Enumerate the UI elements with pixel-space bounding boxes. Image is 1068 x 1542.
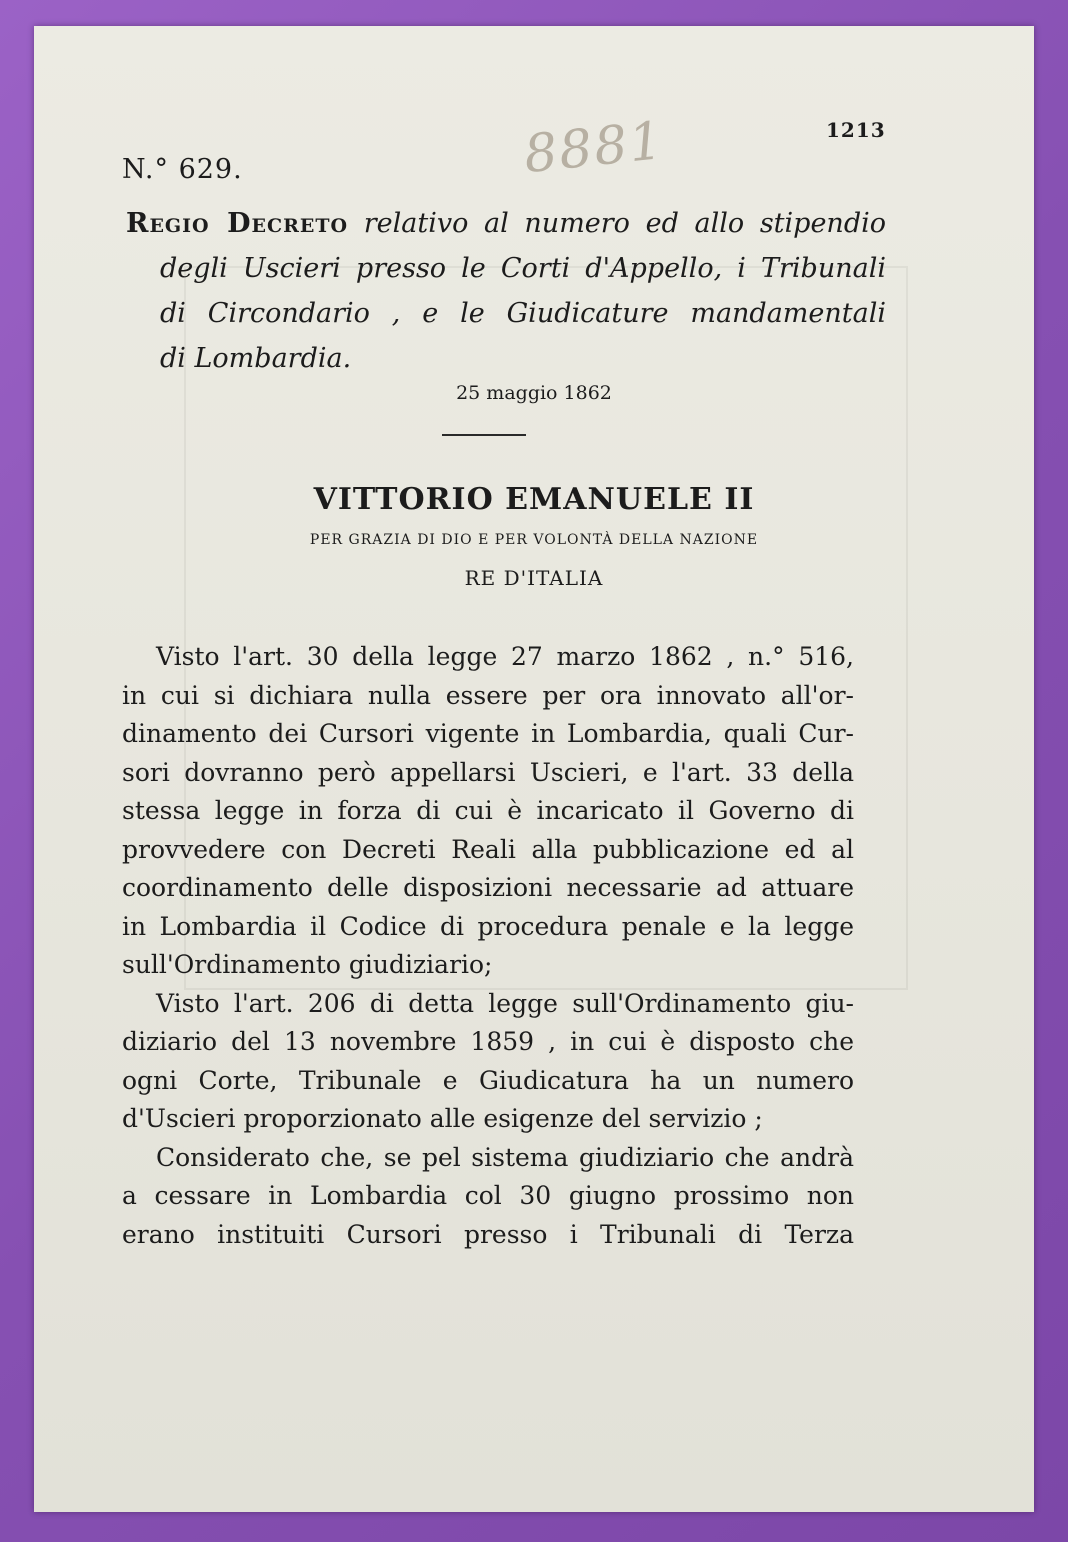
title-line-3: di Circondario , e le Giudicature mandamentali bbox=[160, 298, 886, 329]
king-grace-formula: PER GRAZIA DI DIO E PER VOLONTÀ DELLA NAZIONE bbox=[309, 532, 759, 548]
separator-rule bbox=[442, 434, 526, 436]
title-line-1-text: relativo al numero ed allo stipendio bbox=[348, 208, 886, 239]
body-line: dinamento dei Cursori vigente in Lombardia, quali Cur- bbox=[122, 719, 854, 748]
body-line: sull'Ordinamento giudiziario; bbox=[122, 950, 493, 979]
body-line: in Lombardia il Codice di procedura penale e la legge bbox=[122, 911, 854, 941]
body-line: ogni Corte, Tribunale e Giudicatura ha un numero bbox=[122, 1065, 854, 1095]
title-line-4: di Lombardia. bbox=[160, 343, 352, 374]
body-line: coordinamento delle disposizioni necessarie ad attuare bbox=[122, 873, 854, 902]
title-line-2: degli Uscieri presso le Corti d'Appello, i Tribunali bbox=[160, 253, 886, 284]
document-page bbox=[34, 26, 1034, 1512]
body-line: a cessare in Lombardia col 30 giugno prossimo non bbox=[122, 1181, 854, 1210]
decree-number: N.° 629. bbox=[122, 154, 243, 185]
page-number: 1213 bbox=[826, 118, 886, 142]
decree-title bbox=[126, 201, 886, 381]
body-line: sori dovranno però appellarsi Uscieri, e l'art. 33 della bbox=[122, 757, 854, 787]
title-lead: Regio Decreto bbox=[126, 208, 349, 239]
body-line: Visto l'art. 30 della legge 27 marzo 1862 , n.° 516, bbox=[156, 642, 854, 671]
king-title: RE D'ITALIA bbox=[464, 566, 604, 590]
body-line: Considerato che, se pel sistema giudiziario che andrà bbox=[156, 1142, 854, 1172]
decree-body bbox=[122, 638, 854, 1254]
handwritten-annotation: 8881 bbox=[521, 110, 668, 186]
body-line: in cui si dichiara nulla essere per ora innovato all'or- bbox=[122, 680, 854, 710]
body-line: diziario del 13 novembre 1859 , in cui è disposto che bbox=[122, 1027, 854, 1056]
body-line: stessa legge in forza di cui è incaricato il Governo di bbox=[122, 796, 854, 825]
title-line-1 bbox=[126, 201, 886, 246]
body-line: d'Uscieri proporzionato alle esigenze del servizio ; bbox=[122, 1104, 763, 1133]
body-line: erano instituiti Cursori presso i Tribunali di Terza bbox=[122, 1219, 854, 1249]
body-line: provvedere con Decreti Reali alla pubblicazione ed al bbox=[122, 834, 854, 864]
decree-date: 25 maggio 1862 bbox=[456, 382, 612, 404]
body-line: Visto l'art. 206 di detta legge sull'Ordinamento giu- bbox=[156, 988, 854, 1018]
king-name: VITTORIO EMANUELE II bbox=[313, 482, 755, 517]
